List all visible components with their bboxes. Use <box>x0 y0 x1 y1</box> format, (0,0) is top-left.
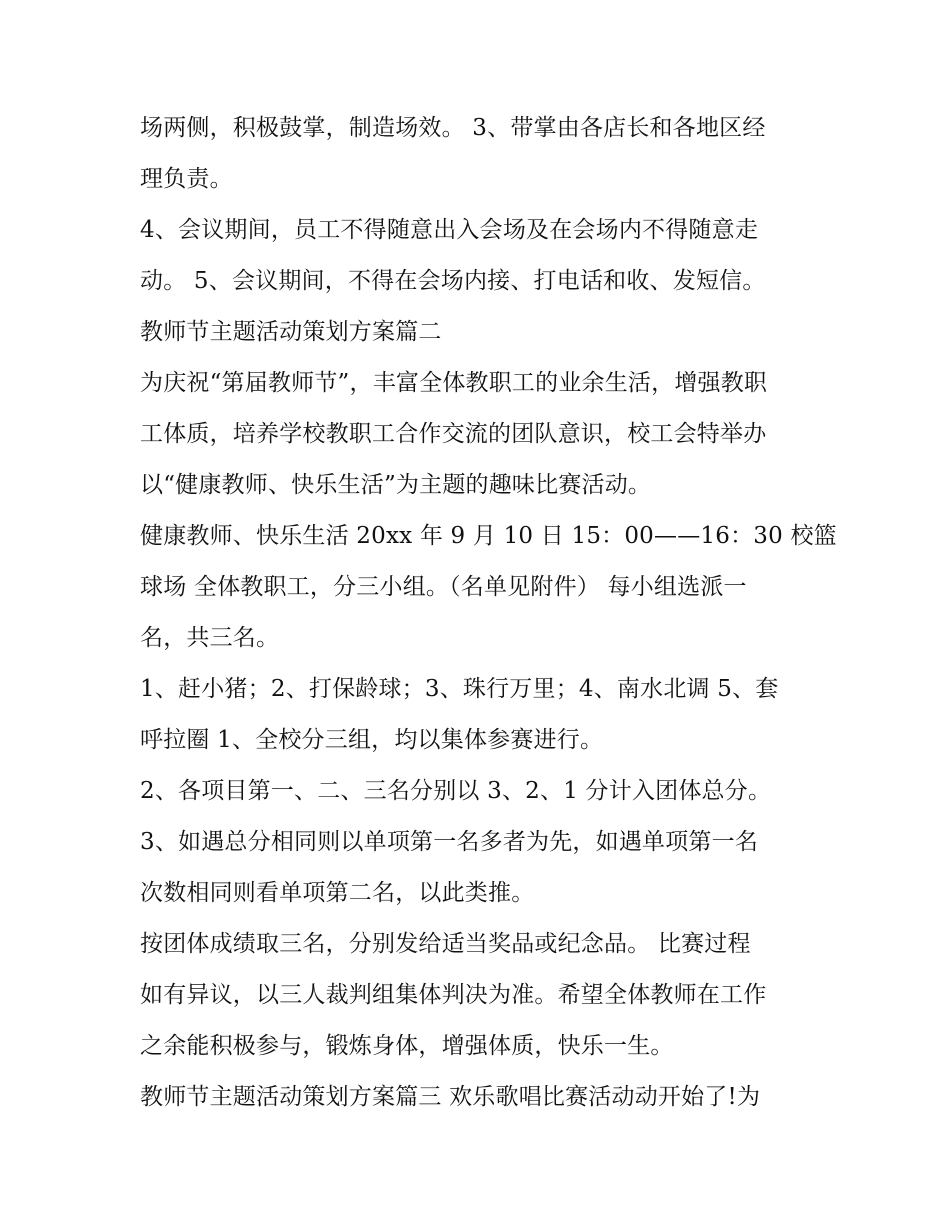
text-line: 之余能积极参与，锻炼身体，增强体质，快乐一生。 <box>140 1033 674 1059</box>
text-line: 球场 全体教职工，分三小组。（名单见附件） 每小组选派一 <box>140 574 747 600</box>
text-line: 健康教师、快乐生活 20xx 年 9 月 10 日 15：00——16：30 校篮 <box>140 523 837 549</box>
text-line: 如有异议，以三人裁判组集体判决为准。希望全体教师在工作 <box>140 982 767 1008</box>
text-line: 按团体成绩取三名，分别发给适当奖品或纪念品。 比赛过程 <box>140 931 751 957</box>
text-line: 名，共三名。 <box>140 625 280 651</box>
text-line: 工体质，培养学校教职工合作交流的团队意识，校工会特举办 <box>140 421 767 447</box>
text-line: 场两侧，积极鼓掌，制造场效。 3、带掌由各店长和各地区经 <box>140 115 766 141</box>
text-line: 以“健康教师、快乐生活”为主题的趣味比赛活动。 <box>140 472 652 498</box>
text-line: 动。 5、会议期间，不得在会场内接、打电话和收、发短信。 <box>140 268 766 294</box>
text-line: 次数相同则看单项第二名，以此类推。 <box>140 880 535 906</box>
text-line: 3、如遇总分相同则以单项第一名多者为先，如遇单项第一名 <box>140 829 759 855</box>
text-line: 4、会议期间，员工不得随意出入会场及在会场内不得随意走 <box>140 217 759 243</box>
text-line: 呼拉圈 1、全校分三组，均以集体参赛进行。 <box>140 727 604 753</box>
section-heading: 教师节主题活动策划方案篇三 欢乐歌唱比赛活动动开始了!为 <box>140 1084 761 1110</box>
section-heading: 教师节主题活动策划方案篇二 <box>140 319 442 345</box>
text-line: 1、赶小猪；2、打保龄球；3、珠行万里；4、南水北调 5、套 <box>140 676 779 702</box>
text-line: 为庆祝“第届教师节”，丰富全体教职工的业余生活，增强教职 <box>140 370 768 396</box>
text-line: 理负责。 <box>140 166 233 192</box>
document-body <box>140 103 837 1123</box>
text-line: 2、各项目第一、二、三名分别以 3、2、1 分计入团体总分。 <box>140 778 772 804</box>
